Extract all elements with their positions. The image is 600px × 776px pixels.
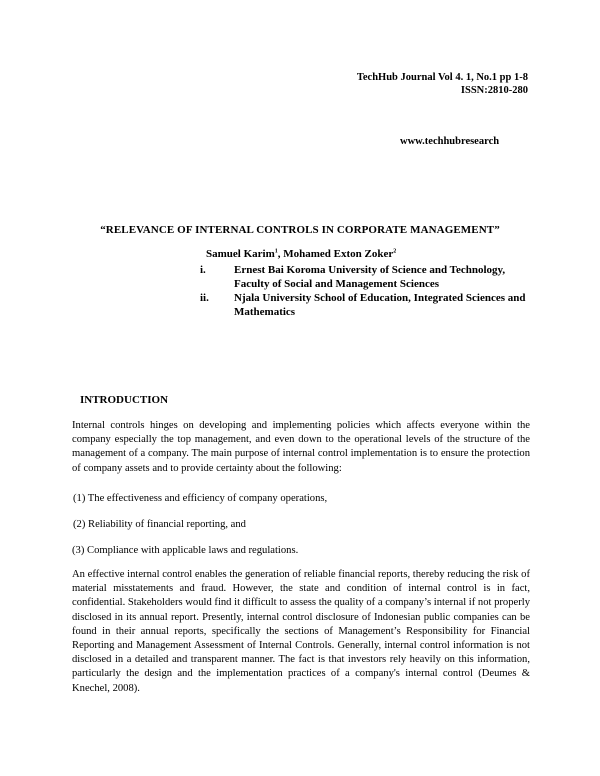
author-line xyxy=(206,248,396,260)
author-affiliation-marker: 1 xyxy=(274,248,278,255)
affiliation-text: Ernest Bai Koroma University of Science and Technology, Faculty of Social and Management Sciences xyxy=(234,264,506,290)
affiliation-marker: ii. xyxy=(200,292,209,304)
journal-issn: ISSN:2810-280 xyxy=(460,85,528,96)
journal-website: www.techhubresearch xyxy=(400,136,500,147)
journal-citation: TechHub Journal Vol 4. 1, No.1 pp 1-8 xyxy=(356,72,528,83)
author-separator: , xyxy=(277,248,284,260)
affiliation-item xyxy=(200,291,540,319)
affiliation-item xyxy=(200,263,540,291)
body-paragraph: Internal controls hinges on developing and implementing policies which affects everyone within the company especially the top management, and even down to the operational levels of the structure of the management of a company. The main purpose of internal control implementation is to ensure the protection of company assets and to provide certainty about the following: xyxy=(72,420,530,474)
author-name: Mohamed Exton Zoker xyxy=(283,248,394,260)
author-name: Samuel Karim xyxy=(206,248,275,260)
section-heading: INTRODUCTION xyxy=(80,394,169,406)
list-item: (3) Compliance with applicable laws and regulations. xyxy=(72,545,299,556)
journal-header xyxy=(357,71,528,97)
author-affiliation-marker: 2 xyxy=(393,248,397,255)
list-item: (2) Reliability of financial reporting, and xyxy=(73,519,246,530)
list-item: (1) The effectiveness and efficiency of company operations, xyxy=(73,493,328,504)
affiliation-text: Njala University School of Education, Integrated Sciences and Mathematics xyxy=(234,292,526,318)
affiliation-marker: i. xyxy=(200,264,206,276)
body-paragraph: An effective internal control enables the generation of reliable financial reports, thereby reducing the risk of material misstatements and fraud. However, the state and condition of internal control is in fact, confidential. Stakeholders would find it difficult to assess the quality of a company’s internal if not properly disclosed in its annual report. Presently, internal control disclosure of Indonesian public companies can be found in their annual reports, specifically the sections of Management’s Responsibility for Financial Reporting and Management Assessment of Internal Controls. Generally, internal control information is not disclosed in a detailed and transparent manner. The fact is that investors rely heavily on this information, particularly the design and the implementation practices of a company's internal control (Deumes & Knechel, 2008). xyxy=(72,569,530,694)
article-title: “RELEVANCE OF INTERNAL CONTROLS IN CORPORATE MANAGEMENT” xyxy=(100,224,500,236)
